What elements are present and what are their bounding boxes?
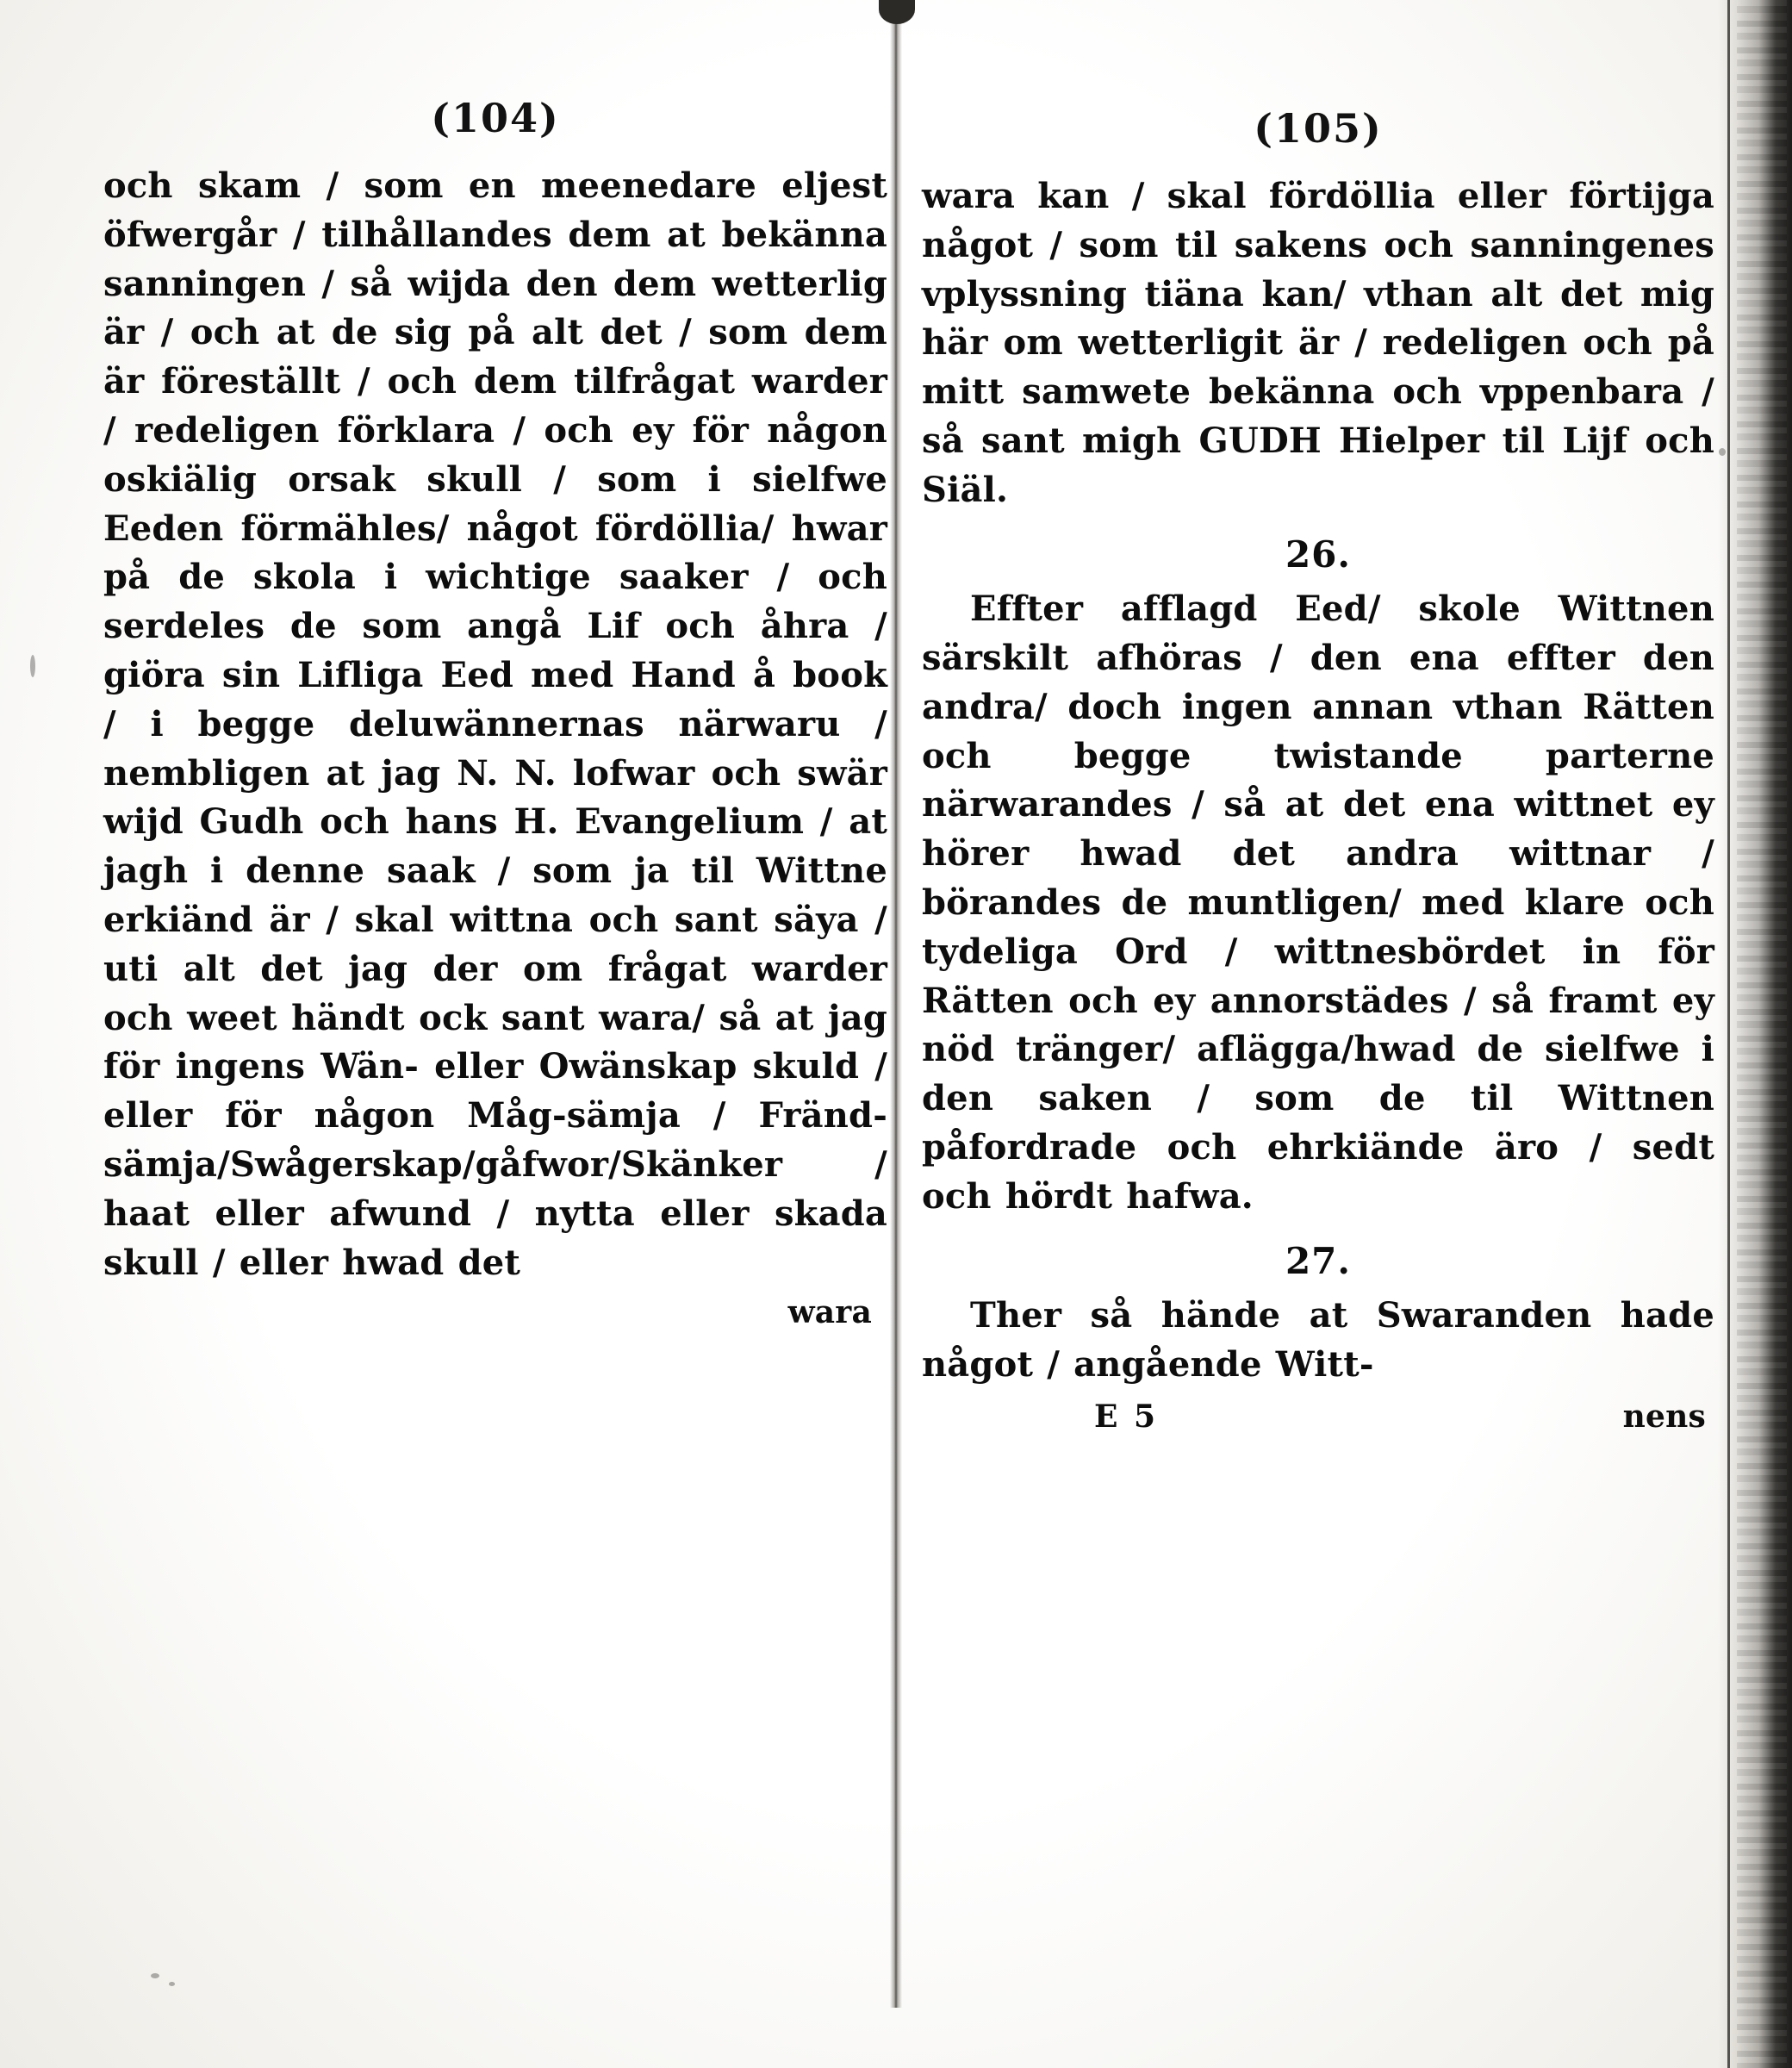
scan-speck (151, 1973, 159, 1978)
left-page-catchword: wara (787, 1294, 872, 1331)
section-number-27: 27. (1285, 1239, 1352, 1282)
left-page-paragraph: och skam / som en meenedare eljest öfwergår / tilhållandes dem at bekänna sanningen / så wijda den dem wetterlig är / och at de sig på alt det / som dem är föreställt / och dem tilfrågat warder / redeligen förklara / och ey för någon oskiälig orsak skull / som i sielfwe Eeden förmähles/ något fördöllia/ hwar på de skola i wichtige saaker / och serdeles de som angå Lif och åhra / giöra sin Lifliga Eed med Hand å book / i begge deluwännernas närwaru / nembligen at jag N. N. lofwar och swär wijd Gudh och hans H. Evangelium / at jagh i denne saak / som ja til Wittne erkiänd är / skal wittna och sant säya / uti alt det jag der om frågat warder och weet händt ock sant wara/ så at jag för ingens Wän- eller Owänskap skuld / eller för någon Måg-sämja / Fränd-sämja/Swågerskap/gåfwor/Skänker / haat eller afwund / nytta eller skada skull / eller hwad det (103, 165, 887, 1283)
scan-speck (169, 1982, 175, 1986)
scan-speck (1719, 448, 1726, 456)
right-page-footline (922, 1395, 1714, 1439)
left-page-folio: (104) (431, 95, 560, 141)
left-page (103, 0, 887, 1335)
right-page-body (922, 172, 1714, 1439)
section-text-26: Effter afflagd Eed/ skole Wittnen särskilt afhöras / den ena effter den andra/ doch ingen annan vthan Rätten och begge twistande parterne närwarandes / så at det ena wittnet ey hörer hwad det andra wittnar / börandes de muntligen/ med klare och tydeliga Ord / wittnesbördet in för Rätten och ey annorstädes / så framt ey nöd tränger/ aflägga/hwad de sielfwe i den saken / som de til Wittnen påfordrade och ehrkiände äro / sedt och hördt hafwa. (922, 589, 1714, 1217)
right-page-folio: (105) (1254, 105, 1383, 152)
section-text-27: Ther så hände at Swaranden hade något / angående Witt- (922, 1295, 1714, 1385)
right-page (922, 0, 1714, 1439)
scan-speck (30, 655, 35, 677)
page-edge-line (1727, 0, 1730, 2068)
section-number-26: 26. (1285, 533, 1352, 576)
right-page-paragraph: wara kan / skal fördöllia eller förtijga något / som til sakens och sanningenes vplyssning tiäna kan/ vthan alt det mig här om wetterligit är / redeligen och på mitt samwete bekänna och vppenbara / så sant migh GUDH Hielper til Lijf och Siäl. (922, 176, 1714, 510)
page-edge-texture (1737, 0, 1787, 2068)
binding-gutter (890, 0, 902, 2008)
right-page-catchword: nens (1622, 1398, 1706, 1435)
left-page-body (103, 162, 887, 1335)
signature-mark: E 5 (1094, 1398, 1158, 1435)
